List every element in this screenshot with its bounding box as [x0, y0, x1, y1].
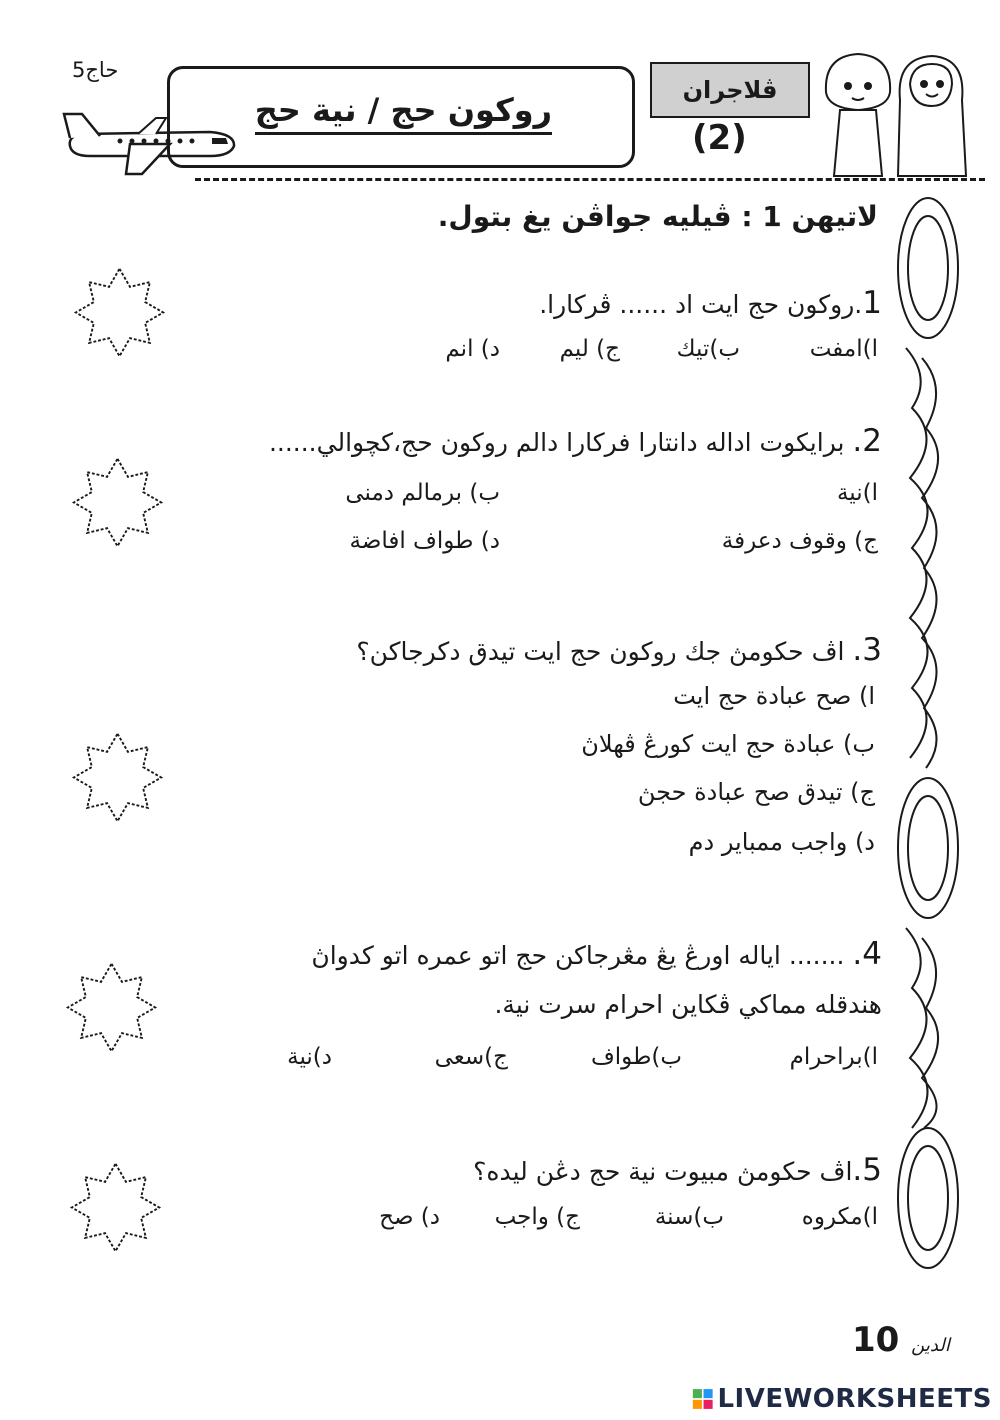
option-b[interactable]: ب) برمالم دمنى [345, 480, 500, 506]
calligraphy-border [892, 188, 964, 1308]
option-c[interactable]: ج) ليم [559, 336, 620, 362]
children-illustration [820, 44, 970, 184]
option-a[interactable]: ا)نية [836, 480, 878, 506]
option-a[interactable]: ا) صح عبادة حج ايت [673, 682, 875, 710]
question-number: 3. [852, 632, 882, 668]
question-text: .روكون حج ايت اد ...... ڤركارا. [539, 290, 863, 319]
question-number: 2. [852, 423, 882, 459]
worksheet-title: روكون حج / نية حج [255, 91, 552, 135]
option-d[interactable]: د) انم [445, 336, 500, 362]
option-d[interactable]: د) صح [379, 1204, 440, 1230]
option-a[interactable]: ا)براحرام [789, 1044, 878, 1070]
option-d[interactable]: د) واجب ممباير دم [688, 828, 875, 856]
question-text: اڤ حكومڽ جك روكون حج ايت تيدق دكرجاكن؟ [356, 637, 845, 666]
option-c[interactable]: ج) واجب [494, 1204, 580, 1230]
worksheet-code: حاج5 [72, 58, 119, 82]
option-b[interactable]: ب)تيك [676, 336, 740, 362]
liveworksheets-logo-icon [692, 1386, 713, 1412]
header-divider [195, 178, 985, 181]
question-4 [311, 936, 882, 972]
lesson-label: ڤلاجران [650, 62, 810, 118]
option-a[interactable]: ا)مكروه [801, 1204, 878, 1230]
option-b[interactable]: ب) عبادة حج ايت كورڠ ڤهلاڽ [581, 730, 875, 758]
option-d[interactable]: د) طواف افاضة [349, 528, 500, 554]
title-box [167, 66, 635, 168]
question-number: 4. [852, 936, 882, 972]
lesson-number: (2) [692, 118, 747, 158]
liveworksheets-brand [692, 1382, 992, 1416]
question-text: ....... اياله اورڠ يڠ مڠرجاكن حج اتو عمره اتو كدواڽ [311, 941, 845, 970]
option-a[interactable]: ا)امفت [809, 336, 878, 362]
brand-text: LIVEWORKSHEETS [717, 1384, 992, 1414]
answer-star-3[interactable] [70, 730, 165, 825]
exercise-heading: لاتيهن 1 : ڤيليه جواڤن يغ بتول. [437, 200, 878, 233]
option-d[interactable]: د)نية [287, 1044, 332, 1070]
answer-star-1[interactable] [72, 265, 167, 360]
option-b[interactable]: ب)طواف [590, 1044, 682, 1070]
question-number: 1 [862, 285, 882, 321]
answer-star-2[interactable] [70, 455, 165, 550]
page-number [852, 1320, 950, 1360]
question-text: برايكوت اداله دانتارا فركارا دالم روكون حج،كچوالي...... [268, 428, 845, 457]
answer-star-4[interactable] [64, 960, 159, 1055]
question-number: 5. [852, 1152, 882, 1188]
option-c[interactable]: ج) تيدق صح عبادة حجڽ [637, 778, 875, 806]
question-4-continued: هندقله مماكي ڤكاين احرام سرت نية. [494, 990, 882, 1019]
option-b[interactable]: ب)سنة [654, 1204, 724, 1230]
question-5 [473, 1152, 882, 1188]
question-3 [356, 632, 882, 668]
option-c[interactable]: ج) وقوف دعرفة [721, 528, 878, 554]
option-c[interactable]: ج)سعى [434, 1044, 508, 1070]
question-2 [269, 423, 882, 459]
answer-star-5[interactable] [68, 1160, 163, 1255]
question-1 [539, 285, 882, 321]
page-number-value: 10 [852, 1320, 900, 1360]
page-label: الدين [911, 1335, 950, 1356]
question-text: اڤ حكومڽ مبيوت نية حج دڠن ليده؟ [473, 1157, 853, 1186]
